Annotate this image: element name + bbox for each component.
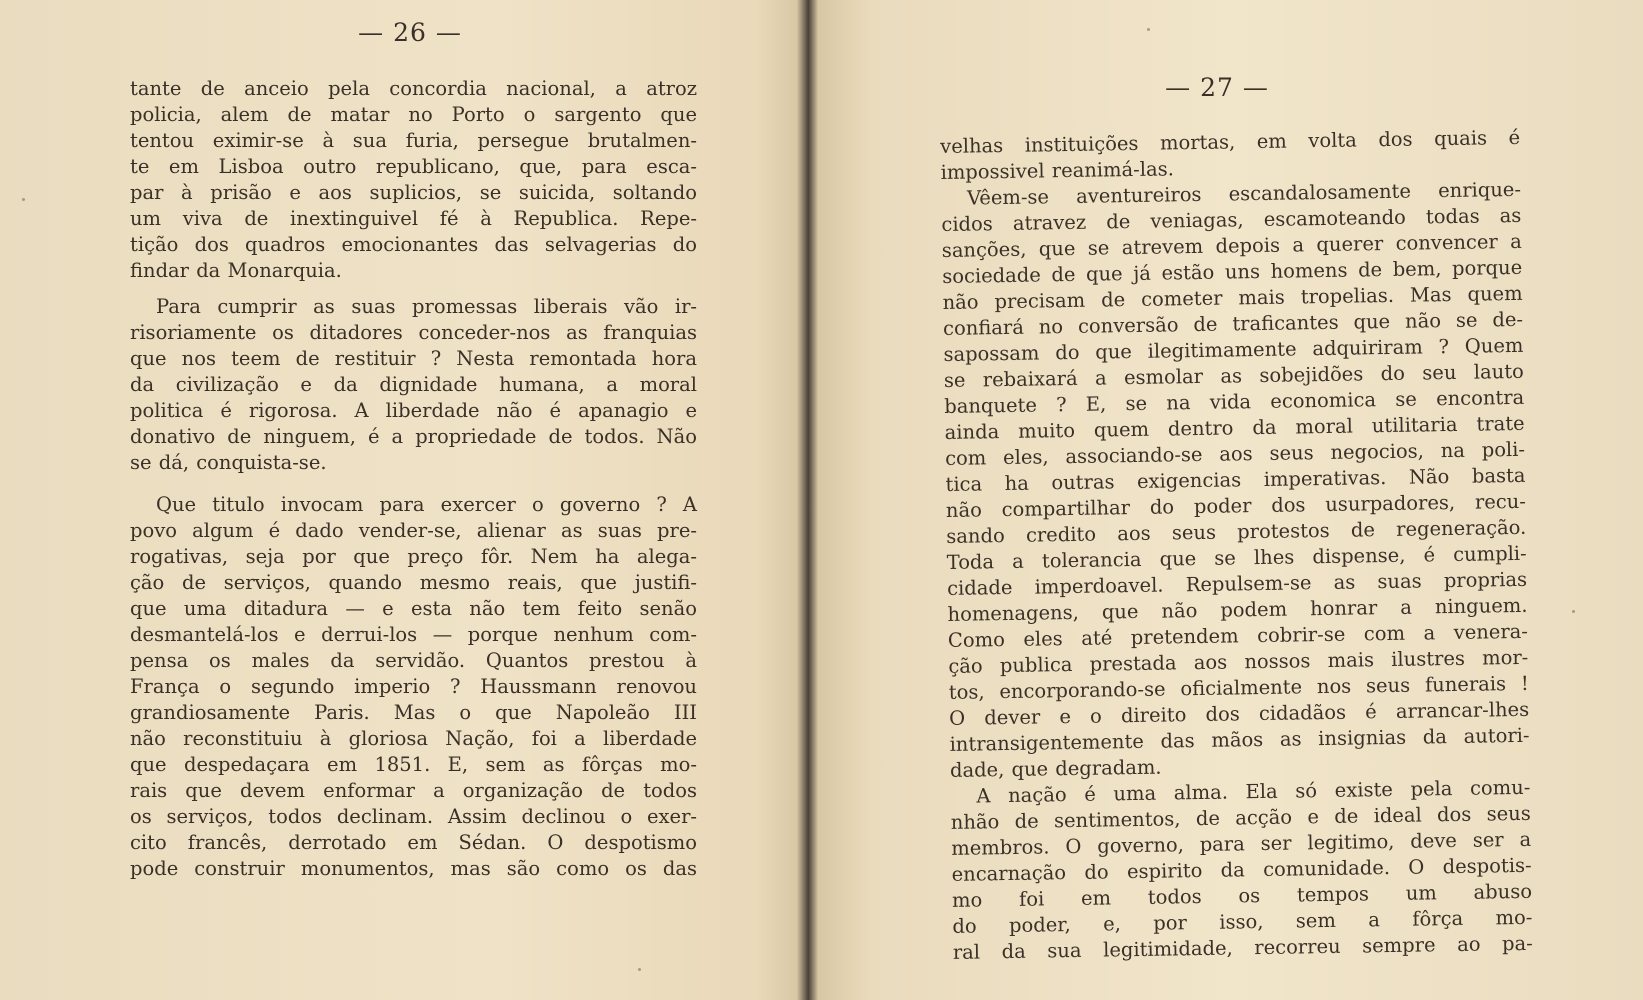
text-line: par à prisão e aos suplicios, se suicida, soltando — [130, 181, 697, 204]
right-page — [812, 0, 1643, 1000]
paragraph — [130, 76, 697, 284]
text-line: velhas instituições mortas, em volta dos quais é — [940, 125, 1521, 158]
text-line: não precisam de cometer mais tropelias. Mas quem — [942, 281, 1523, 314]
text-line: pode construir monumentos, mas são como os das — [130, 857, 697, 880]
text-line: os serviços, todos declinam. Assim declinou o exer- — [130, 805, 697, 828]
text-line: risoriamente os ditadores conceder-nos as franquias — [130, 321, 697, 344]
text-line: politica é rigorosa. A liberdade não é apanagio e — [130, 399, 697, 422]
text-line: nhão de sentimentos, de acção e de ideal dos seus — [950, 801, 1531, 834]
text-line: A nação é uma alma. Ela só existe pela comu- — [976, 775, 1531, 808]
text-line: com eles, associando-se aos seus negocios, na poli- — [944, 437, 1526, 470]
text-line: Como eles até pretendem cobrir-se com a venera- — [947, 619, 1529, 652]
text-line: que uma ditadura — e esta não tem feito senão — [130, 597, 697, 620]
text-line: grandiosamente Paris. Mas o que Napoleão III — [130, 701, 697, 724]
text-line: dade, que degradam. — [949, 755, 1162, 782]
text-line: tica ha outras exigencias imperativas. Não basta — [945, 463, 1526, 496]
text-line: ainda muito quem dentro da moral utilitaria trate — [944, 411, 1525, 444]
text-line: ral da sua legitimidade, recorreu sempre ao pa- — [952, 931, 1533, 964]
text-line: ção de serviços, quando mesmo reais, que justifi- — [130, 571, 697, 594]
text-line: se rebaixará a esmolar as sobejidões do seu lauto — [943, 359, 1524, 392]
text-line: Toda a tolerancia que se lhes dispense, é cumpli- — [946, 541, 1527, 574]
text-line: cidade imperdoavel. Repulsem-se as suas proprias — [946, 567, 1528, 600]
text-line: membros. O governo, para ser legitimo, deve ser a — [951, 827, 1532, 860]
paper-speck — [22, 198, 25, 201]
paragraph — [950, 775, 1533, 966]
text-line: tos, encorporando-se oficialmente nos seus funerais ! — [948, 671, 1529, 704]
text-line: da civilização e da dignidade humana, a moral — [130, 373, 697, 396]
text-line: França o segundo imperio ? Haussmann renovou — [130, 675, 697, 698]
text-line: findar da Monarquia. — [130, 259, 342, 282]
text-line: sociedade de que já estão uns homens de bem, porque — [942, 255, 1523, 288]
text-line: te em Lisboa outro republicano, que, para esca- — [130, 155, 697, 178]
page-number-left: — 26 — — [358, 18, 462, 47]
paper-speck — [1572, 610, 1575, 613]
text-line: se dá, conquista-se. — [130, 451, 327, 474]
text-line: policia, alem de matar no Porto o sargento que — [130, 103, 697, 126]
text-line: não reconstituiu à gloriosa Nação, foi a liberdade — [130, 727, 697, 750]
text-line: impossivel reanimá-las. — [940, 157, 1175, 184]
text-line: ção publica prestada aos nossos mais ilustres mor- — [948, 645, 1529, 678]
page-number-right: — 27 — — [1165, 73, 1269, 102]
text-line: confiará no conversão de traficantes que não se de- — [942, 307, 1524, 340]
text-line: Que titulo invocam para exercer o governo ? A — [156, 493, 697, 516]
text-line: homenagens, que não podem honrar a ninguem. — [947, 593, 1528, 626]
paragraph — [130, 294, 697, 476]
paper-speck — [638, 968, 641, 971]
text-line: desmantelá-los e derrui-los — porque nenhum com- — [130, 623, 697, 646]
text-line: intransigentemente das mãos as insignias da autori- — [949, 723, 1530, 756]
text-line: cito francês, derrotado em Sédan. O despotismo — [130, 831, 697, 854]
text-line: mo foi em todos os tempos um abuso — [951, 879, 1533, 912]
text-line: tentou eximir-se à sua furia, persegue brutalmen- — [130, 129, 697, 152]
text-line: banquete ? E, se na vida economica se encontra — [944, 385, 1525, 418]
text-line: que nos teem de restituir ? Nesta remontada hora — [130, 347, 697, 370]
text-line: Vêem-se aventureiros escandalosamente enrique- — [966, 177, 1522, 210]
text-line: tante de anceio pela concordia nacional, a atroz — [130, 77, 697, 100]
right-page-text — [940, 125, 1533, 966]
paper-speck — [1147, 28, 1150, 31]
text-line: sapossam do que ilegitimamente adquiriram ? Quem — [943, 333, 1524, 366]
text-line: um viva de inextinguivel fé à Republica. Repe- — [130, 207, 697, 230]
text-line: cidos atravez de veniagas, escamoteando todas as — [941, 203, 1522, 236]
text-line: do poder, e, por isso, sem a fôrça mo- — [952, 905, 1533, 938]
left-page — [0, 0, 805, 1000]
paragraph — [941, 177, 1530, 784]
text-line: que despedaçara em 1851. E, sem as fôrças mo- — [130, 753, 697, 776]
paragraph — [940, 125, 1521, 186]
text-line: Para cumprir as suas promessas liberais vão ir- — [156, 295, 697, 318]
text-line: rais que devem enformar a organização de todos — [130, 779, 697, 802]
text-line: O dever e o direito dos cidadãos é arrancar-lhes — [949, 697, 1530, 730]
text-line: donativo de ninguem, é a propriedade de todos. Não — [130, 425, 697, 448]
text-line: sanções, que se atrevem depois a querer convencer a — [941, 229, 1522, 262]
text-line: não compartilhar do poder dos usurpadores, recu- — [945, 489, 1527, 522]
text-line: povo algum é dado vender-se, alienar as suas pre- — [130, 519, 697, 542]
text-line: encarnação do espirito da comunidade. O despotis- — [951, 853, 1532, 886]
text-line: sando credito aos seus protestos de regeneração. — [946, 515, 1527, 548]
text-line: rogativas, seja por que preço fôr. Nem ha alega- — [130, 545, 697, 568]
text-line: tição dos quadros emocionantes das selvagerias do — [130, 233, 697, 256]
left-page-text — [130, 76, 697, 882]
paragraph — [130, 492, 697, 882]
text-line: pensa os males da servidão. Quantos prestou à — [130, 649, 697, 672]
